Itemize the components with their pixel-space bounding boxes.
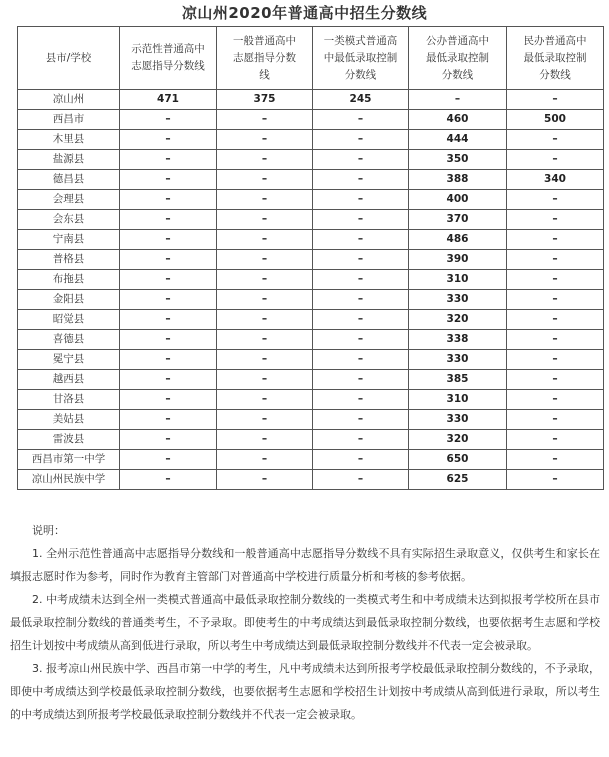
score-cell: 245 [313, 90, 409, 110]
score-cell: – [507, 270, 604, 290]
score-cell: – [507, 210, 604, 230]
score-table [17, 26, 604, 490]
score-cell: – [120, 110, 217, 130]
region-name-cell: 越西县 [18, 370, 120, 390]
score-cell: – [507, 190, 604, 210]
score-cell: – [507, 150, 604, 170]
score-cell: 375 [217, 90, 313, 110]
region-name-cell: 德昌县 [18, 170, 120, 190]
score-cell: – [507, 230, 604, 250]
score-cell: – [217, 210, 313, 230]
score-cell: 320 [409, 430, 507, 450]
table-row [18, 390, 604, 410]
score-cell: – [507, 310, 604, 330]
column-header-5 [409, 27, 507, 90]
score-cell: 390 [409, 250, 507, 270]
column-header-line: 分数线 [344, 68, 377, 81]
score-cell: – [120, 410, 217, 430]
score-cell: – [120, 350, 217, 370]
region-name-cell: 会东县 [18, 210, 120, 230]
region-name-cell: 昭觉县 [18, 310, 120, 330]
note-item-3: 3. 报考凉山州民族中学、西昌市第一中学的考生，凡中考成绩未达到所报考学校最低录取控制分数线的，不予录取，即使中考成绩达到学校最低录取控制分数线，也要依据考生志愿和学校招生计划按中考成绩从高到低进行录取，所以考生的中考成绩达到所报考学校最低录取控制分数线并不代表一定会被录取。 [10, 662, 600, 721]
table-row [18, 130, 604, 150]
score-cell: – [217, 270, 313, 290]
score-cell: – [217, 250, 313, 270]
score-cell: – [120, 250, 217, 270]
score-cell: – [120, 450, 217, 470]
table-row [18, 190, 604, 210]
region-name-cell: 木里县 [18, 130, 120, 150]
column-header-line: 示范性普通高中 [131, 43, 205, 55]
score-cell: 340 [507, 170, 604, 190]
region-name-cell: 会理县 [18, 190, 120, 210]
score-cell: – [120, 210, 217, 230]
score-cell: – [313, 170, 409, 190]
score-cell: 500 [507, 110, 604, 130]
score-cell: 444 [409, 130, 507, 150]
score-cell: 471 [120, 90, 217, 110]
table-row [18, 150, 604, 170]
column-header-line: 线 [259, 68, 270, 81]
score-cell: – [120, 170, 217, 190]
score-cell: 388 [409, 170, 507, 190]
table-body [18, 90, 604, 490]
score-cell: – [313, 270, 409, 290]
score-cell: – [313, 290, 409, 310]
score-cell: – [120, 270, 217, 290]
score-cell: – [313, 310, 409, 330]
region-name-cell: 凉山州 [18, 90, 120, 110]
region-name-cell: 凉山州民族中学 [18, 470, 120, 490]
score-cell: – [507, 390, 604, 410]
table-row [18, 250, 604, 270]
score-cell: – [217, 430, 313, 450]
score-cell: – [120, 310, 217, 330]
score-cell: – [313, 350, 409, 370]
score-cell: 460 [409, 110, 507, 130]
score-cell: – [120, 430, 217, 450]
page-title: 凉山州2020年普通高中招生分数线 [181, 4, 428, 22]
column-header-line: 最低录取控制 [523, 51, 587, 64]
score-cell: 370 [409, 210, 507, 230]
table-row [18, 350, 604, 370]
region-name-cell: 甘洛县 [18, 390, 120, 410]
column-header-6 [507, 27, 604, 90]
table-row [18, 90, 604, 110]
score-cell: 330 [409, 290, 507, 310]
score-cell: – [507, 350, 604, 370]
score-cell: – [313, 210, 409, 230]
score-cell: – [217, 170, 313, 190]
score-cell: – [217, 450, 313, 470]
column-header-line: 最低录取控制 [426, 51, 489, 64]
score-cell: 320 [409, 310, 507, 330]
column-header-line: 公办普通高中 [426, 34, 489, 47]
score-cell: – [120, 470, 217, 490]
column-header-line: 县市/学校 [45, 51, 92, 64]
score-cell: – [409, 90, 507, 110]
score-cell: – [507, 250, 604, 270]
score-cell: – [217, 310, 313, 330]
table-row [18, 410, 604, 430]
column-header-line: 分数线 [539, 68, 571, 81]
table-row [18, 210, 604, 230]
column-header-line: 志愿指导分数线 [131, 60, 205, 72]
score-cell: – [313, 330, 409, 350]
score-cell: 486 [409, 230, 507, 250]
note-item-1: 1. 全州示范性普通高中志愿指导分数线和一般普通高中志愿指导分数线不具有实际招生录取意义，仅供考生和家长在填报志愿时作为参考，同时作为教育主管部门对普通高中学校进行质量分析和考核的参考依据。 [10, 547, 600, 583]
region-name-cell: 盐源县 [18, 150, 120, 170]
score-cell: – [120, 290, 217, 310]
region-name-cell: 喜德县 [18, 330, 120, 350]
region-name-cell: 西昌市 [18, 110, 120, 130]
score-cell: – [120, 390, 217, 410]
column-header-2 [120, 27, 217, 90]
score-cell: – [313, 390, 409, 410]
score-cell: – [313, 130, 409, 150]
score-cell: 385 [409, 370, 507, 390]
score-cell: – [120, 190, 217, 210]
column-header-1 [18, 27, 120, 90]
score-cell: – [507, 410, 604, 430]
score-cell: 310 [409, 270, 507, 290]
table-row [18, 230, 604, 250]
column-header-line: 志愿指导分数 [233, 51, 296, 64]
score-cell: – [217, 150, 313, 170]
score-cell: 330 [409, 410, 507, 430]
score-cell: – [120, 330, 217, 350]
score-cell: – [507, 470, 604, 490]
score-cell: – [507, 330, 604, 350]
score-cell: 650 [409, 450, 507, 470]
score-cell: – [313, 150, 409, 170]
score-cell: – [313, 430, 409, 450]
score-cell: – [313, 410, 409, 430]
score-cell: – [313, 470, 409, 490]
score-cell: – [217, 190, 313, 210]
score-cell: 310 [409, 390, 507, 410]
score-cell: – [507, 90, 604, 110]
notes-label: 说明： [32, 524, 65, 537]
score-cell: – [507, 130, 604, 150]
score-cell: – [217, 410, 313, 430]
notes-section [10, 519, 600, 726]
region-name-cell: 冕宁县 [18, 350, 120, 370]
column-header-line: 一类模式普通高 [323, 34, 398, 47]
column-header-line: 民办普通高中 [523, 34, 587, 47]
table-row [18, 110, 604, 130]
score-cell: – [120, 150, 217, 170]
region-name-cell: 宁南县 [18, 230, 120, 250]
score-cell: – [313, 110, 409, 130]
score-cell: – [217, 330, 313, 350]
score-cell: – [313, 230, 409, 250]
score-cell: – [217, 110, 313, 130]
column-header-line: 中最低录取控制 [323, 51, 398, 64]
note-item-2: 2. 中考成绩未达到全州一类模式普通高中最低录取控制分数线的一类模式考生和中考成绩未达到拟报考学校所在县市最低录取控制分数线的普通类考生，不予录取。即使考生的中考成绩达到最低录取控制分数线，也要依据考生志愿和学校招生计划按中考成绩从高到低进行录取，所以考生中考成绩达到最低录取控制分数线并不代表一定会被录取。 [10, 593, 600, 652]
region-name-cell: 普格县 [18, 250, 120, 270]
region-name-cell: 布拖县 [18, 270, 120, 290]
table-row [18, 450, 604, 470]
score-cell: – [120, 230, 217, 250]
column-header-line: 分数线 [441, 68, 474, 81]
table-row [18, 310, 604, 330]
table-row [18, 430, 604, 450]
table-row [18, 170, 604, 190]
score-cell: 350 [409, 150, 507, 170]
score-cell: – [217, 290, 313, 310]
column-header-4 [313, 27, 409, 90]
score-cell: – [507, 450, 604, 470]
column-header-3 [217, 27, 313, 90]
table-row [18, 330, 604, 350]
score-cell: – [507, 290, 604, 310]
region-name-cell: 雷波县 [18, 430, 120, 450]
score-cell: – [217, 350, 313, 370]
score-cell: – [313, 190, 409, 210]
score-cell: – [217, 130, 313, 150]
table-row [18, 290, 604, 310]
score-cell: 625 [409, 470, 507, 490]
table-row [18, 370, 604, 390]
region-name-cell: 西昌市第一中学 [18, 450, 120, 470]
score-cell: – [217, 230, 313, 250]
score-cell: – [507, 370, 604, 390]
score-cell: 338 [409, 330, 507, 350]
score-cell: 400 [409, 190, 507, 210]
table-row [18, 470, 604, 490]
score-cell: – [217, 370, 313, 390]
score-cell: – [217, 390, 313, 410]
score-cell: – [313, 370, 409, 390]
score-cell: – [120, 370, 217, 390]
table-header-row [18, 27, 604, 90]
column-header-line: 一般普通高中 [233, 34, 296, 47]
table-row [18, 270, 604, 290]
score-cell: – [313, 250, 409, 270]
score-cell: – [120, 130, 217, 150]
score-cell: 330 [409, 350, 507, 370]
score-cell: – [217, 470, 313, 490]
region-name-cell: 美姑县 [18, 410, 120, 430]
region-name-cell: 金阳县 [18, 290, 120, 310]
score-cell: – [313, 450, 409, 470]
score-cell: – [507, 430, 604, 450]
